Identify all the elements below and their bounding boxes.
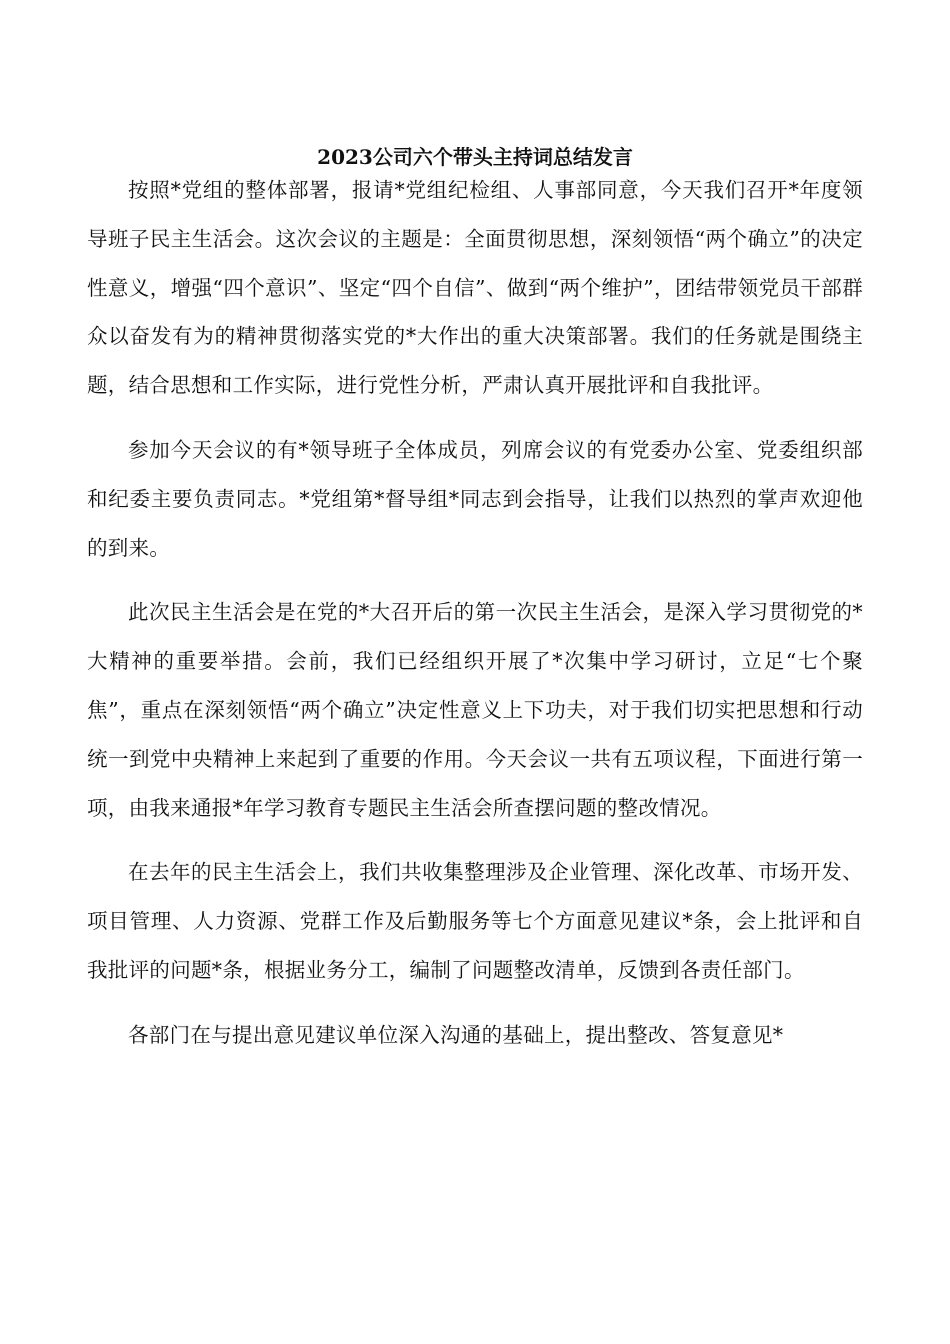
paragraph-3: 此次民主生活会是在党的*大召开后的第一次民主生活会，是深入学习贯彻党的*大精神的重要举措。会前，我们已经组织开展了*次集中学习研讨，立足“七个聚焦”，重点在深刻领悟“两个确立”决定性意义上下功夫，对于我们切实把思想和行动统一到党中央精神上来起到了重要的作用。今天会议一共有五项议程，下面进行第一项，由我来通报*年学习教育专题民主生活会所查摆问题的整改情况。 [87, 600, 863, 820]
paragraph-4: 在去年的民主生活会上，我们共收集整理涉及企业管理、深化改革、市场开发、项目管理、人力资源、党群工作及后勤服务等七个方面意见建议*条，会上批评和自我批评的问题*条，根据业务分工，编制了问题整改清单，反馈到各责任部门。 [87, 860, 863, 982]
document-title: 2023公司六个带头主持词总结发言 [317, 145, 633, 169]
paragraph-2: 参加今天会议的有*领导班子全体成员，列席会议的有党委办公室、党委组织部和纪委主要负责同志。*党组第*督导组*同志到会指导，让我们以热烈的掌声欢迎他的到来。 [87, 437, 863, 560]
paragraph-1: 按照*党组的整体部署，报请*党组纪检组、人事部同意，今天我们召开*年度领导班子民主生活会。这次会议的主题是：全面贯彻思想，深刻领悟“两个确立”的决定性意义，增强“四个意识”、坚定“四个自信”、做到“两个维护”，团结带领党员干部群众以奋发有为的精神贯彻落实党的*大作出的重大决策部署。我们的任务就是围绕主题，结合思想和工作实际，进行党性分析，严肃认真开展批评和自我批评。 [87, 178, 863, 398]
document-body [87, 166, 863, 1060]
paragraph-5: 各部门在与提出意见建议单位深入沟通的基础上，提出整改、答复意见* [128, 1022, 784, 1047]
